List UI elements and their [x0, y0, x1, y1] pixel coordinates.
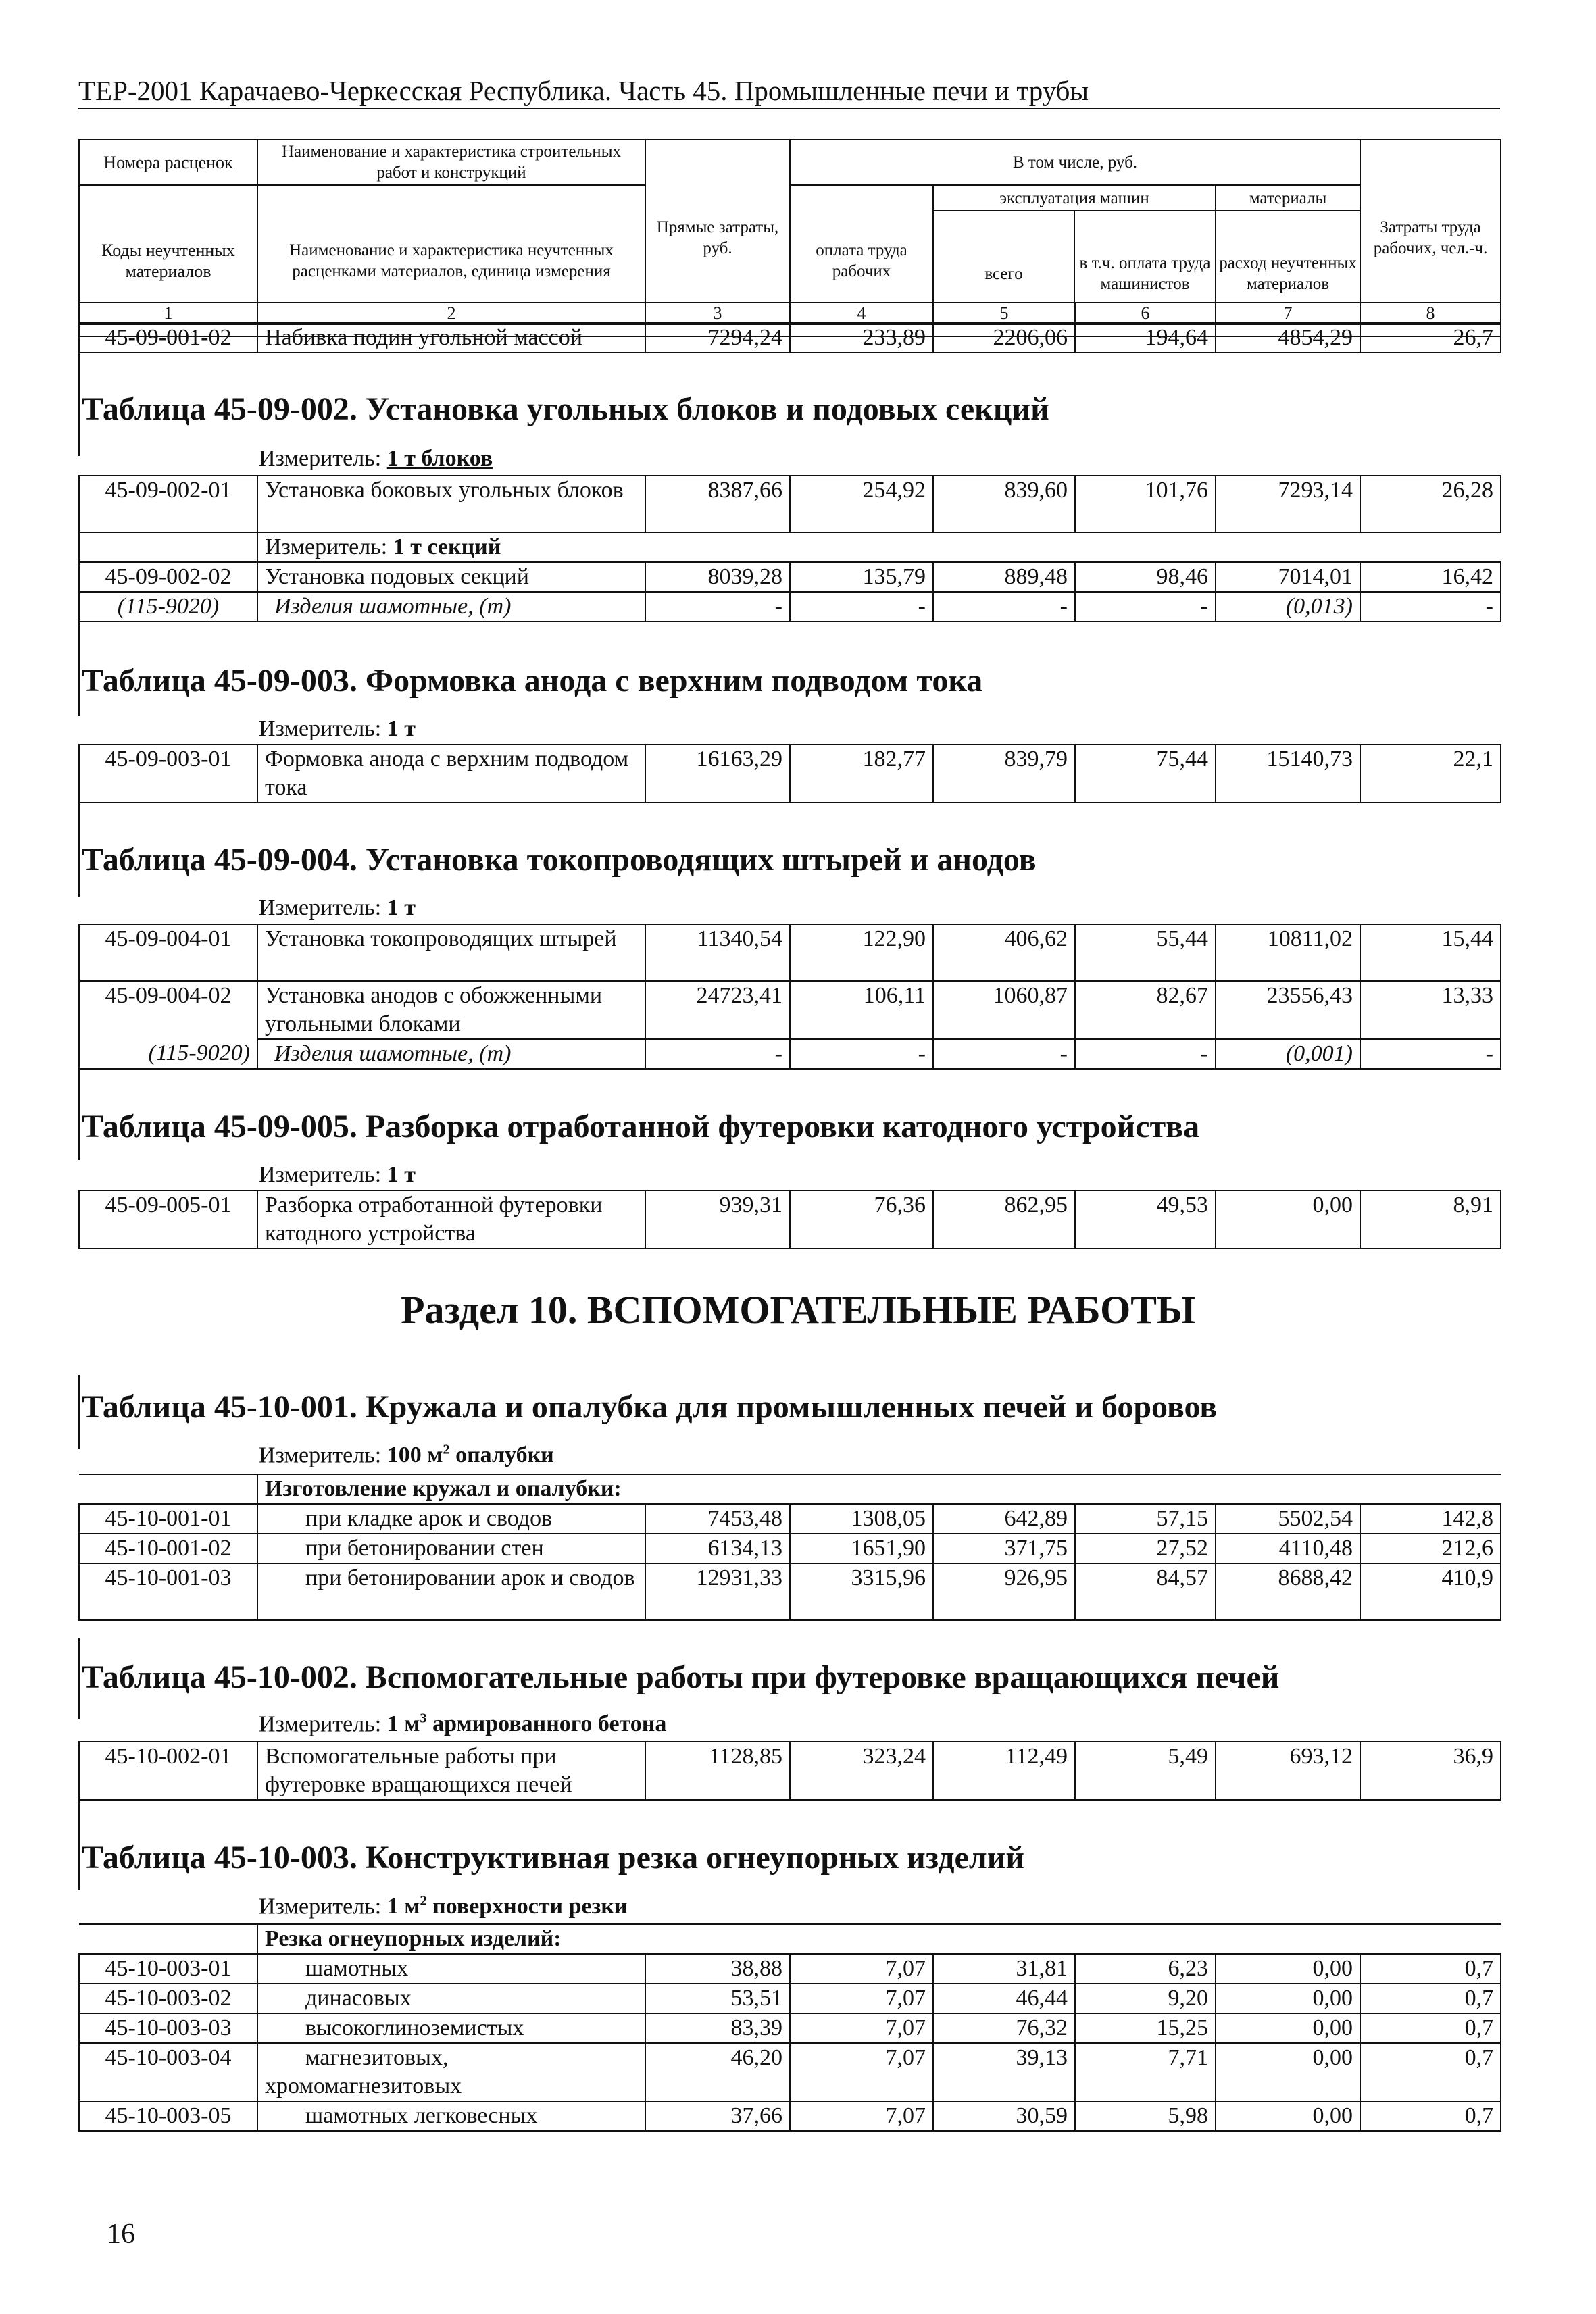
machines-total: 46,44 [933, 1984, 1075, 2013]
materials: 693,12 [1216, 1742, 1360, 1800]
work-name: Разборка отработанной футеровки катодного устройства [257, 1190, 645, 1249]
worker-pay: 7,07 [790, 1954, 933, 1984]
direct-cost: 7453,48 [645, 1504, 790, 1534]
worker-pay: 7,07 [790, 2013, 933, 2043]
materials: 0,00 [1216, 1954, 1360, 1984]
table-45-09-004 [78, 924, 1501, 1070]
labor-hours: 26,7 [1360, 323, 1501, 353]
machinist-pay: 98,46 [1075, 562, 1216, 592]
measure-prefix: Измеритель: [265, 534, 388, 559]
table-row [79, 2013, 1501, 2043]
material-row [79, 592, 1501, 622]
work-name: шамотных [257, 1954, 645, 1984]
machinist-pay: 84,57 [1075, 1563, 1216, 1620]
measure-tail: поверхности резки [426, 1894, 628, 1919]
labor-hours: 410,9 [1360, 1563, 1501, 1620]
machines-total: 371,75 [933, 1534, 1075, 1563]
materials: 15140,73 [1216, 745, 1360, 803]
machines-total: 76,32 [933, 2013, 1075, 2043]
work-name: динасовых [257, 1984, 645, 2013]
labor-hours: 0,7 [1360, 2013, 1501, 2043]
table-row [79, 1190, 1501, 1249]
table-row [79, 1984, 1501, 2013]
col-index: 6 [1075, 303, 1216, 324]
worker-pay: 7,07 [790, 2101, 933, 2131]
machines-total: 839,79 [933, 745, 1075, 803]
blank-cell [79, 1924, 257, 1954]
labor-hours: 13,33 [1360, 981, 1501, 1039]
table-45-10-003 [78, 1923, 1501, 2132]
table-45-09-005 [78, 1190, 1501, 1249]
machinist-pay: 49,53 [1075, 1190, 1216, 1249]
measure-label [259, 1711, 666, 1737]
measure-prefix: Измеритель: [259, 716, 382, 741]
work-name: Установка токопроводящих штырей [257, 924, 645, 981]
measure-prefix: Измеритель: [259, 895, 382, 920]
measure-label [259, 1894, 627, 1919]
measure-value: 1 м [386, 1711, 420, 1737]
machines-total: 2206,06 [933, 323, 1075, 353]
col-index: 3 [645, 303, 790, 324]
worker-pay: 122,90 [790, 924, 933, 981]
machines-total: 889,48 [933, 562, 1075, 592]
table-45-09-002 [78, 475, 1501, 622]
column-index-row [78, 302, 1501, 325]
machines-total: 839,60 [933, 476, 1075, 532]
machinist-pay: 101,76 [1075, 476, 1216, 532]
materials: 0,00 [1216, 2043, 1360, 2101]
direct-cost: 37,66 [645, 2101, 790, 2131]
rate-code: 45-10-003-04 [79, 2043, 257, 2101]
machines-total: 31,81 [933, 1954, 1075, 1984]
col-header-materials-label: материалы [1216, 186, 1360, 211]
materials: 7014,01 [1216, 562, 1360, 592]
work-name: при бетонировании стен [257, 1534, 645, 1563]
rate-code: 45-10-002-01 [79, 1742, 257, 1800]
table-title-45-09-002: Таблица 45-09-002. Установка угольных блоков и подовых секций [82, 391, 1049, 427]
table-45-10-002 [78, 1741, 1501, 1801]
material-row [79, 1039, 1501, 1069]
col-header-2-bottom: Наименование и характеристика неучтенных расценками материалов, единица измерения [257, 185, 645, 336]
header-rule [78, 108, 1500, 109]
labor-hours: 36,9 [1360, 1742, 1501, 1800]
col-index: 2 [257, 303, 645, 324]
labor-hours: 142,8 [1360, 1504, 1501, 1534]
material-code: (115-9020) [79, 1039, 257, 1069]
labor-hours: 26,28 [1360, 476, 1501, 532]
machinist-pay: 75,44 [1075, 745, 1216, 803]
table-row [79, 2043, 1501, 2101]
table-row [79, 1954, 1501, 1984]
col-index: 1 [79, 303, 257, 324]
col-index: 8 [1360, 303, 1501, 324]
table-row [79, 1504, 1501, 1534]
col-header-8: Затраты труда рабочих, чел.-ч. [1360, 139, 1501, 336]
machinist-pay: 57,15 [1075, 1504, 1216, 1534]
work-name: Установка анодов с обожженными угольными блоками [257, 981, 645, 1039]
materials: 0,00 [1216, 2101, 1360, 2131]
machinist-pay: - [1075, 592, 1216, 622]
col-header-2-top: Наименование и характеристика строительных работ и конструкций [257, 139, 645, 185]
labor-hours: 15,44 [1360, 924, 1501, 981]
rate-code: 45-09-001-02 [79, 323, 257, 353]
measure-value: 1 м [386, 1894, 420, 1919]
materials: 7293,14 [1216, 476, 1360, 532]
table-left-rule [78, 1638, 80, 1719]
table-left-rule [78, 801, 80, 897]
table-row-45-09-001-02 [78, 322, 1501, 353]
group-label: Резка огнеупорных изделий: [257, 1924, 1501, 1954]
table-title-45-09-003: Таблица 45-09-003. Формовка анода с верхним подводом тока [82, 663, 983, 699]
rate-code: 45-09-002-01 [79, 476, 257, 532]
measure-prefix: Измеритель: [259, 446, 382, 471]
worker-pay: 182,77 [790, 745, 933, 803]
labor-hours: 212,6 [1360, 1534, 1501, 1563]
machines-total: - [933, 592, 1075, 622]
page-header: ТЕР-2001 Карачаево-Черкесская Республика. Часть 45. Промышленные печи и трубы [78, 75, 1089, 106]
measure-label [259, 895, 416, 921]
table-row [79, 1742, 1501, 1800]
table-left-rule [78, 1375, 80, 1449]
rate-code: 45-09-003-01 [79, 745, 257, 803]
worker-pay: 7,07 [790, 1984, 933, 2013]
section-title: Раздел 10. ВСПОМОГАТЕЛЬНЫЕ РАБОТЫ [401, 1288, 1195, 1332]
direct-cost: 6134,13 [645, 1534, 790, 1563]
measure-unit: 1 т [386, 1162, 416, 1187]
materials: 23556,43 [1216, 981, 1360, 1039]
worker-pay: 76,36 [790, 1190, 933, 1249]
machines-total: 112,49 [933, 1742, 1075, 1800]
rate-code: 45-10-001-02 [79, 1534, 257, 1563]
machinist-pay: 15,25 [1075, 2013, 1216, 2043]
worker-pay: 323,24 [790, 1742, 933, 1800]
blank-cell [79, 1474, 257, 1504]
col-header-5: всего [934, 211, 1074, 336]
measure-unit [387, 1894, 628, 1919]
page-number: 16 [107, 2219, 135, 2250]
col-header-machines-label: эксплуатация машин [934, 186, 1215, 211]
direct-cost: 939,31 [645, 1190, 790, 1249]
machines-total: 1060,87 [933, 981, 1075, 1039]
table-row [79, 476, 1501, 532]
col-index: 7 [1216, 303, 1360, 324]
machines-total: 30,59 [933, 2101, 1075, 2131]
machinist-pay: 5,98 [1075, 2101, 1216, 2131]
measure-unit: 1 т блоков [386, 446, 493, 471]
rate-code: 45-10-003-05 [79, 2101, 257, 2131]
labor-hours: - [1360, 1039, 1501, 1069]
table-left-rule [78, 622, 80, 716]
machinist-pay: 194,64 [1075, 323, 1216, 353]
measure-unit: 1 т [386, 716, 416, 741]
rate-code: 45-10-001-01 [79, 1504, 257, 1534]
machines-total: 862,95 [933, 1190, 1075, 1249]
direct-cost: 11340,54 [645, 924, 790, 981]
measure-prefix: Измеритель: [259, 1442, 382, 1468]
work-name: Набивка подин угольной массой [257, 323, 645, 353]
table-45-10-001 [78, 1474, 1501, 1621]
table-left-rule [78, 1065, 80, 1160]
table-row [79, 924, 1501, 981]
machinist-pay: - [1075, 1039, 1216, 1069]
work-name: высокоглиноземистых [257, 2013, 645, 2043]
measure-unit [387, 1442, 554, 1467]
group-label: Изготовление кружал и опалубки: [257, 1474, 1501, 1504]
materials: 4854,29 [1216, 323, 1360, 353]
rate-code: 45-09-005-01 [79, 1190, 257, 1249]
col-header-4: оплата труда рабочих [790, 185, 933, 336]
direct-cost: - [645, 1039, 790, 1069]
table-row [79, 1563, 1501, 1620]
measure-tail: армированного бетона [426, 1711, 667, 1737]
labor-hours: 0,7 [1360, 2101, 1501, 2131]
measure-label [259, 446, 493, 472]
worker-pay: 254,92 [790, 476, 933, 532]
material-code: (115-9020) [79, 592, 257, 622]
direct-cost: 46,20 [645, 2043, 790, 2101]
worker-pay: - [790, 1039, 933, 1069]
labor-hours: - [1360, 592, 1501, 622]
measure-prefix: Измеритель: [259, 1711, 382, 1737]
table-left-rule [78, 351, 80, 456]
direct-cost: 8387,66 [645, 476, 790, 532]
table-title-45-10-003: Таблица 45-10-003. Конструктивная резка огнеупорных изделий [82, 1840, 1025, 1876]
worker-pay: 1651,90 [790, 1534, 933, 1563]
table-45-09-003 [78, 744, 1501, 803]
measure-value: 100 м [386, 1442, 443, 1468]
machinist-pay: 9,20 [1075, 1984, 1216, 2013]
machines-total: - [933, 1039, 1075, 1069]
labor-hours: 0,7 [1360, 2043, 1501, 2101]
machinist-pay: 82,67 [1075, 981, 1216, 1039]
rate-code: 45-09-004-01 [79, 924, 257, 981]
measure-sup: 2 [443, 1442, 450, 1457]
table-title-45-09-005: Таблица 45-09-005. Разборка отработанной футеровки катодного устройства [82, 1109, 1200, 1145]
work-name: при бетонировании арок и сводов [257, 1563, 645, 1620]
materials: (0,013) [1216, 592, 1360, 622]
table-title-45-09-004: Таблица 45-09-004. Установка токопроводящих штырей и анодов [82, 842, 1037, 878]
work-name: Вспомогательные работы при футеровке вращающихся печей [257, 1742, 645, 1800]
rate-code: 45-09-002-02 [79, 562, 257, 592]
rate-code: 45-09-004-02 [79, 981, 257, 1039]
materials: 10811,02 [1216, 924, 1360, 981]
direct-cost: 53,51 [645, 1984, 790, 2013]
machines-total: 39,13 [933, 2043, 1075, 2101]
direct-cost: 7294,24 [645, 323, 790, 353]
measure-prefix: Измеритель: [259, 1162, 382, 1187]
worker-pay: - [790, 592, 933, 622]
table-row [79, 1534, 1501, 1563]
col-header-1-bottom: Коды неучтенных материалов [79, 185, 257, 336]
measure-unit: 1 т [386, 895, 416, 920]
materials: (0,001) [1216, 1039, 1360, 1069]
measure-sup: 2 [420, 1894, 427, 1909]
labor-hours: 0,7 [1360, 1984, 1501, 2013]
machinist-pay: 7,71 [1075, 2043, 1216, 2101]
machinist-pay: 55,44 [1075, 924, 1216, 981]
direct-cost: 83,39 [645, 2013, 790, 2043]
work-name: Установка боковых угольных блоков [257, 476, 645, 532]
rate-code: 45-10-001-03 [79, 1563, 257, 1620]
direct-cost: 16163,29 [645, 745, 790, 803]
table-left-rule [78, 1798, 80, 1890]
measure-unit: 1 т секций [393, 534, 501, 559]
direct-cost: 1128,85 [645, 1742, 790, 1800]
materials: 0,00 [1216, 1190, 1360, 1249]
machines-total: 926,95 [933, 1563, 1075, 1620]
measure-label [257, 532, 1501, 562]
labor-hours: 8,91 [1360, 1190, 1501, 1249]
worker-pay: 3315,96 [790, 1563, 933, 1620]
work-name: Установка подовых секций [257, 562, 645, 592]
col-header-6: в т.ч. оплата труда машинистов [1079, 254, 1211, 293]
measure-unit [387, 1711, 667, 1736]
machines-total: 406,62 [933, 924, 1075, 981]
machinist-pay: 27,52 [1075, 1534, 1216, 1563]
table-row [79, 745, 1501, 803]
work-name: магнезитовых, хромомагнезитовых [257, 2043, 645, 2101]
work-name: шамотных легковесных [257, 2101, 645, 2131]
material-name: Изделия шамотные, (т) [257, 592, 645, 622]
machinist-pay: 6,23 [1075, 1954, 1216, 1984]
worker-pay: 106,11 [790, 981, 933, 1039]
col-index: 5 [933, 303, 1075, 324]
col-header-3: Прямые затраты, руб. [645, 139, 790, 336]
col-header-group: В том числе, руб. [790, 139, 1360, 185]
labor-hours: 22,1 [1360, 745, 1501, 803]
direct-cost: 8039,28 [645, 562, 790, 592]
machinist-pay: 5,49 [1075, 1742, 1216, 1800]
col-header-1-top: Номера расценок [79, 139, 257, 185]
measure-tail: опалубки [449, 1442, 554, 1468]
measure-prefix: Измеритель: [259, 1894, 382, 1919]
table-row [79, 2101, 1501, 2131]
labor-hours: 0,7 [1360, 1954, 1501, 1984]
rate-code: 45-10-003-03 [79, 2013, 257, 2043]
direct-cost: - [645, 592, 790, 622]
measure-label [259, 716, 416, 742]
labor-hours: 16,42 [1360, 562, 1501, 592]
machines-total: 642,89 [933, 1504, 1075, 1534]
direct-cost: 38,88 [645, 1954, 790, 1984]
measure-label [259, 1442, 554, 1468]
rate-code: 45-10-003-02 [79, 1984, 257, 2013]
table-title-45-10-002: Таблица 45-10-002. Вспомогательные работы при футеровке вращающихся печей [82, 1659, 1280, 1695]
material-name: Изделия шамотные, (т) [257, 1039, 645, 1069]
table-row [79, 562, 1501, 592]
direct-cost: 12931,33 [645, 1563, 790, 1620]
materials: 0,00 [1216, 2013, 1360, 2043]
direct-cost: 24723,41 [645, 981, 790, 1039]
worker-pay: 1308,05 [790, 1504, 933, 1534]
table-row [79, 981, 1501, 1039]
rate-code: 45-10-003-01 [79, 1954, 257, 1984]
materials: 5502,54 [1216, 1504, 1360, 1534]
measure-label [259, 1162, 416, 1188]
worker-pay: 135,79 [790, 562, 933, 592]
work-name: Формовка анода с верхним подводом тока [257, 745, 645, 803]
measure-sup: 3 [420, 1711, 427, 1726]
materials: 4110,48 [1216, 1534, 1360, 1563]
worker-pay: 233,89 [790, 323, 933, 353]
work-name: при кладке арок и сводов [257, 1504, 645, 1534]
table-title-45-10-001: Таблица 45-10-001. Кружала и опалубка для промышленных печей и боровов [82, 1389, 1218, 1425]
materials: 8688,42 [1216, 1563, 1360, 1620]
col-index: 4 [790, 303, 933, 324]
materials: 0,00 [1216, 1984, 1360, 2013]
blank-cell [79, 532, 257, 562]
worker-pay: 7,07 [790, 2043, 933, 2101]
col-header-7: расход неучтенных материалов [1219, 254, 1357, 293]
